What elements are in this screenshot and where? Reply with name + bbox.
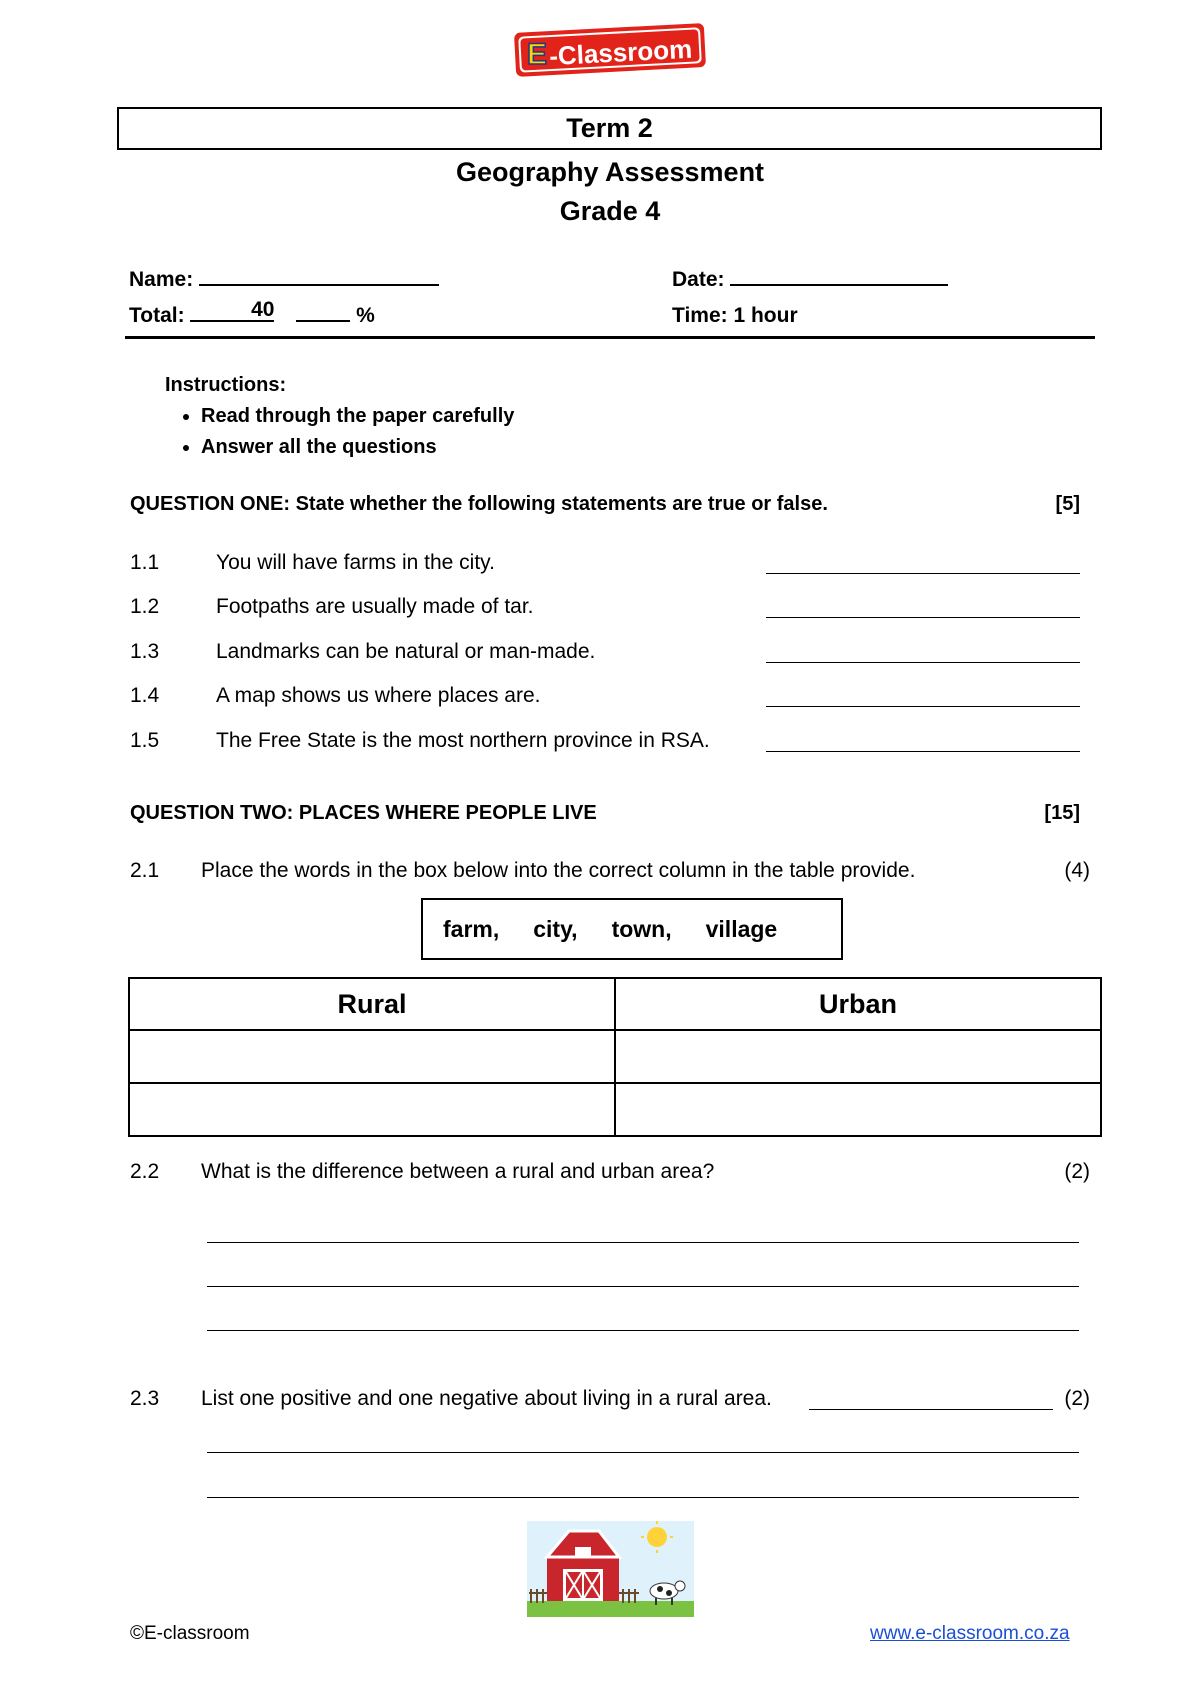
name-line[interactable]	[199, 268, 439, 286]
percent-line[interactable]	[296, 304, 350, 322]
item-number: 2.1	[130, 859, 160, 882]
rural-urban-table	[128, 977, 1102, 1137]
item-text: List one positive and one negative about living in a rural area.	[201, 1387, 772, 1410]
name-field	[129, 268, 439, 292]
writing-line[interactable]	[207, 1497, 1079, 1498]
total-label: Total:	[129, 304, 185, 327]
term-title: Term 2	[566, 113, 653, 143]
item-text: You will have farms in the city.	[216, 551, 495, 574]
table-cell[interactable]	[615, 1083, 1101, 1136]
instructions	[165, 370, 514, 463]
answer-line[interactable]	[766, 662, 1080, 663]
instructions-heading: Instructions:	[165, 374, 287, 396]
table-cell[interactable]	[129, 1030, 615, 1083]
date-line[interactable]	[730, 268, 948, 286]
svg-text:-Classroom: -Classroom	[548, 33, 693, 72]
item-marks: (4)	[1064, 859, 1090, 882]
item-text: What is the difference between a rural and urban area?	[201, 1160, 715, 1183]
item-number: 1.5	[130, 729, 160, 752]
total-value: 40	[251, 298, 275, 321]
word: city,	[533, 915, 578, 942]
word: village	[705, 915, 778, 942]
column-header-urban: Urban	[615, 978, 1101, 1030]
answer-line[interactable]	[766, 751, 1080, 752]
instruction-item: • Read through the paper carefully	[201, 401, 514, 432]
item-number: 1.2	[130, 595, 160, 618]
e-classroom-logo	[505, 22, 713, 82]
answer-line[interactable]	[766, 706, 1080, 707]
item-text: A map shows us where places are.	[216, 684, 541, 707]
answer-line[interactable]	[809, 1409, 1053, 1410]
answer-line[interactable]	[766, 573, 1080, 574]
writing-line[interactable]	[207, 1452, 1079, 1453]
tf-item	[130, 684, 1080, 714]
total-score-line[interactable]	[190, 298, 275, 322]
item-text: Place the words in the box below into the correct column in the table provide.	[201, 859, 916, 882]
table-cell[interactable]	[129, 1083, 615, 1136]
item-marks: (2)	[1064, 1387, 1090, 1410]
item-number: 2.3	[130, 1387, 160, 1410]
item-text: The Free State is the most northern province in RSA.	[216, 729, 710, 752]
copyright: ©E-classroom	[130, 1623, 250, 1644]
word: farm,	[443, 915, 500, 942]
instruction-item: • Answer all the questions	[201, 432, 514, 463]
question-one-heading	[130, 493, 1080, 516]
time-field: Time: 1 hour	[672, 304, 798, 327]
date-field	[672, 268, 948, 292]
question-one-title: QUESTION ONE: State whether the following statements are true or false.	[130, 493, 828, 515]
tf-item	[130, 729, 1080, 759]
tf-item	[130, 551, 1080, 581]
total-field	[129, 298, 375, 328]
header-divider	[125, 336, 1095, 339]
svg-text:E: E	[527, 38, 548, 71]
question-one-marks: [5]	[1055, 493, 1080, 515]
item-number: 1.1	[130, 551, 160, 574]
question-two-marks: [15]	[1044, 802, 1080, 824]
website-link[interactable]: www.e-classroom.co.za	[870, 1623, 1070, 1644]
writing-line[interactable]	[207, 1330, 1079, 1331]
writing-line[interactable]	[207, 1286, 1079, 1287]
item-marks: (2)	[1064, 1160, 1090, 1183]
percent-sign: %	[356, 304, 375, 327]
instructions-list	[165, 401, 514, 463]
item-number: 2.2	[130, 1160, 160, 1183]
tf-item	[130, 595, 1080, 625]
word: town,	[611, 915, 672, 942]
table-cell[interactable]	[615, 1030, 1101, 1083]
word-box	[421, 898, 843, 960]
item-text: Footpaths are usually made of tar.	[216, 595, 534, 618]
subject-title: Geography Assessment	[455, 157, 765, 187]
term-box	[117, 107, 1102, 150]
question-two-heading	[130, 802, 1080, 825]
item-number: 1.4	[130, 684, 160, 707]
writing-line[interactable]	[207, 1242, 1079, 1243]
grade-title: Grade 4	[559, 196, 661, 226]
question-two-title: QUESTION TWO: PLACES WHERE PEOPLE LIVE	[130, 802, 597, 824]
barn-illustration	[527, 1521, 694, 1617]
date-label: Date:	[672, 268, 725, 291]
item-number: 1.3	[130, 640, 160, 663]
name-label: Name:	[129, 268, 194, 291]
answer-line[interactable]	[766, 617, 1080, 618]
column-header-rural: Rural	[129, 978, 615, 1030]
tf-item	[130, 640, 1080, 670]
item-text: Landmarks can be natural or man-made.	[216, 640, 596, 663]
